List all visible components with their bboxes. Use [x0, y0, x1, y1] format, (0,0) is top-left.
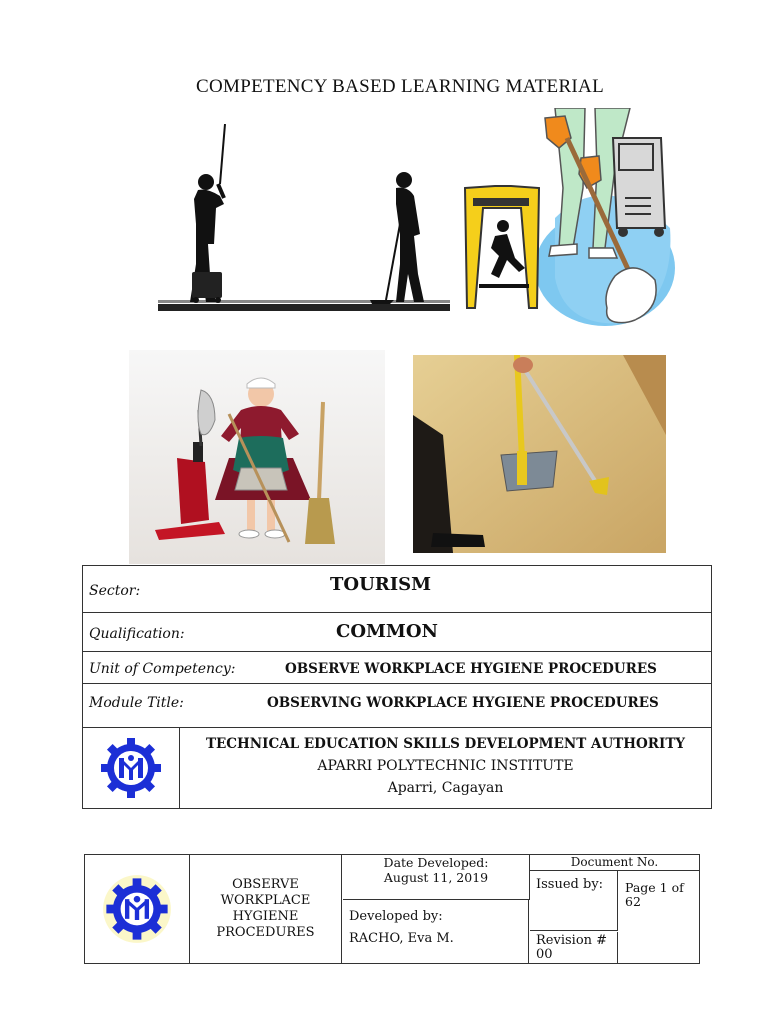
footer-module-line2: WORKPLACE [220, 893, 311, 908]
footer-module-line1: OBSERVE [232, 877, 299, 892]
institute-location: Aparri, Cagayan [387, 780, 504, 796]
tesda-logo-cell [83, 728, 180, 808]
unit-row [83, 652, 712, 684]
document-no-label: Document No. [530, 855, 699, 871]
issued-by-label: Issued by: [530, 871, 618, 931]
date-label: Date Developed: [383, 855, 489, 870]
sector-value: TOURISM [330, 574, 432, 595]
revision-label: Revision # [536, 933, 608, 948]
footer-module-title [190, 855, 342, 963]
module-value: OBSERVING WORKPLACE HYGIENE PROCEDURES [267, 695, 659, 711]
developed-label: Developed by: [349, 909, 443, 924]
page-total: 62 [625, 894, 641, 909]
silhouette-cleaners-illustration [158, 124, 458, 316]
module-info-table [82, 565, 712, 809]
wet-floor-sign-mop-illustration [455, 108, 680, 333]
dustpan-floor-photo [413, 355, 666, 553]
maid-cleaning-photo [129, 350, 385, 564]
footer-logo-cell [85, 855, 190, 963]
tesda-gear-logo-icon [102, 874, 172, 944]
qualification-label: Qualification: [89, 625, 185, 642]
module-row [83, 684, 712, 728]
institute-name: APARRI POLYTECHNIC INSTITUTE [317, 758, 574, 774]
org-name: TECHNICAL EDUCATION SKILLS DEVELOPMENT AUTHORITY [205, 736, 686, 752]
qualification-row [83, 613, 712, 652]
date-developed-cell [343, 855, 530, 900]
footer-module-line3: HYGIENE [232, 909, 299, 924]
page-label: Page 1 of [625, 880, 684, 895]
tesda-gear-logo-icon [99, 736, 163, 800]
unit-value: OBSERVE WORKPLACE HYGIENE PROCEDURES [285, 661, 657, 677]
document-title: COMPETENCY BASED LEARNING MATERIAL [196, 76, 604, 97]
sector-row [83, 566, 712, 613]
revision-value: 00 [536, 947, 553, 962]
qualification-value: COMMON [336, 621, 438, 642]
page-number-cell [619, 871, 699, 963]
footer-module-line4: PROCEDURES [216, 925, 315, 940]
revision-cell [530, 932, 618, 963]
date-value: August 11, 2019 [383, 870, 489, 885]
unit-label: Unit of Competency: [89, 661, 236, 677]
sector-label: Sector: [89, 582, 141, 599]
developed-value: RACHO, Eva M. [349, 931, 454, 946]
organization-row [83, 728, 712, 809]
developed-by-cell [343, 900, 529, 963]
document-control-footer [84, 854, 700, 964]
module-label: Module Title: [89, 695, 184, 711]
